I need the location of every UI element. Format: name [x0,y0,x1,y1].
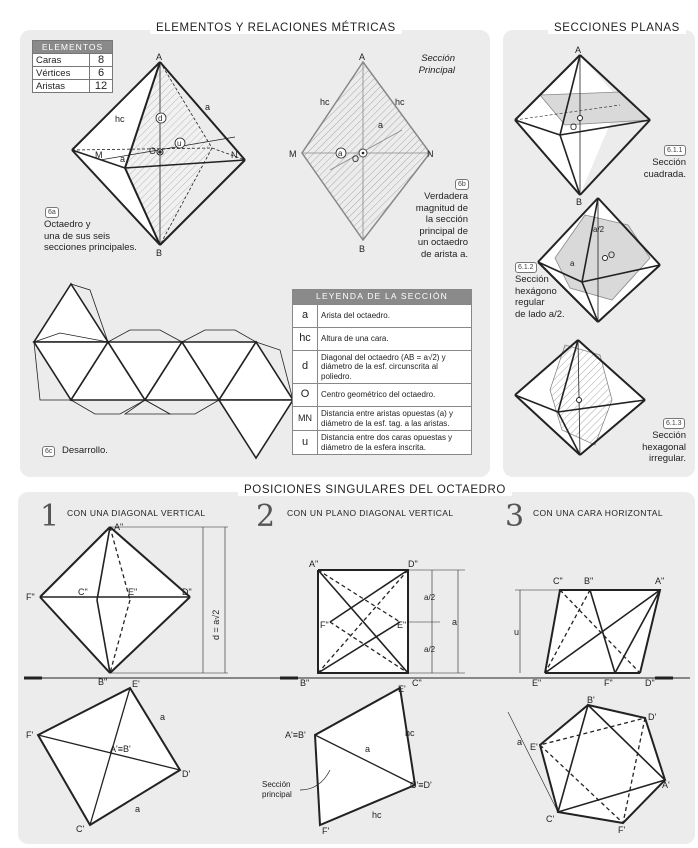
note-seccion: Sección [262,780,291,789]
row-value: 8 [90,54,113,67]
position-2-elevation [318,570,465,673]
table-row [293,431,472,455]
vertex-N: N [231,150,238,160]
vertex-M: M [95,150,103,160]
label-a: a [517,737,523,747]
position-3-elevation [515,590,660,673]
vertex-F1: F' [618,825,626,835]
vertex-B2: B" [300,678,310,688]
vertex-A2: A" [655,576,665,586]
vertex-N: N [427,149,434,159]
position-1-elevation [40,527,228,673]
legend-text: Distancia entre dos caras opuestas y diámetro de la esfera inscrita. [318,431,472,455]
vertex-B2: B" [584,576,594,586]
vertex-A1B1: A'≡B' [285,730,306,740]
vertex-A: A [575,45,582,55]
table-row [293,304,472,327]
vertex-A1B1: A'≡B' [110,744,131,754]
title-secciones: SECCIONES PLANAS [548,22,686,34]
tag-6c: 6c [42,446,55,457]
tag-6-1-1: 6.1.1 [664,145,686,156]
vertex-B: B [156,248,163,258]
row-value: 12 [90,80,113,93]
label-a-half: a/2 [424,593,436,602]
caption-6a: Octaedro y una de sus seis secciones principales. [44,219,137,253]
vertex-D1: D' [182,769,191,779]
vertex-E2: E" [128,587,138,597]
label-hc: hc [405,728,415,738]
label-a: a [120,154,126,164]
caption-6-1-2: Sección hexágono regular de lado a/2. [515,274,565,320]
note-principal: principal [262,790,292,799]
vertex-M: M [289,149,297,159]
label-a: a [570,259,575,268]
label-hc: hc [372,810,382,820]
legend-text: Centro geométrico del octaedro. [318,384,472,407]
position-2-plan [315,688,415,825]
vertex-E1: E' [132,679,140,689]
caption-6-1-3: Sección hexagonal irregular. [642,430,686,464]
tag-6-1-3: 6.1.3 [663,418,685,429]
vertex-B: B [359,244,366,254]
tag-6a: 6a [45,207,59,218]
vertex-O: O [352,154,360,164]
vertex-B: B [576,197,583,207]
position-2-label: CON UN PLANO DIAGONAL VERTICAL [287,508,454,518]
row-label: Vértices [33,67,90,80]
caption-6b: Verdadera magnitud de la sección principal de un octaedro de arista a. [415,191,468,260]
table-row [293,407,472,431]
vertex-D2: D" [645,678,655,688]
legend-text: Arista del octaedro. [318,304,472,327]
vertex-C1: C' [76,824,85,834]
label-hc: hc [395,97,405,107]
tag-6-1-2: 6.1.2 [515,262,537,273]
label-a: a [338,149,343,158]
vertex-A1: A' [662,780,670,790]
vertex-O: O [608,250,616,260]
vertex-O: O [149,146,157,156]
row-label: Aristas [33,80,90,93]
table-row [293,327,472,350]
label-a-half: a/2 [593,225,605,234]
position-number-1: 1 [40,499,60,534]
row-value: 6 [90,67,113,80]
table-row [293,350,472,384]
position-3-plan [508,705,665,823]
label-diagonal: d = a√2 [211,609,221,640]
position-1-plan [38,688,180,825]
legend-text: Distancia entre aristas opuestas (a) y diámetro de la esf. tag. a las aristas. [318,407,472,431]
title-elementos: ELEMENTOS Y RELACIONES MÉTRICAS [150,22,402,34]
legend-text: Diagonal del octaedro (AB = a√2) y diámetro de la esf. circunscrita al poliedro. [318,350,472,384]
heading-6b: Sección Principal [418,53,455,76]
vertex-A2: A" [309,559,319,569]
vertex-F1: F' [26,730,34,740]
position-1-label: CON UNA DIAGONAL VERTICAL [67,508,206,518]
vertex-C1: C' [546,814,555,824]
vertex-C2: C" [412,678,422,688]
tag-6b: 6b [455,179,469,190]
position-number-3: 3 [505,499,525,534]
vertex-A: A [156,52,163,62]
legend-symbol: d [293,350,318,384]
legend-text: Altura de una cara. [318,327,472,350]
vertex-C1D1: C'≡D' [410,780,432,790]
label-u: u [177,139,182,148]
label-u: u [514,627,520,637]
legend-symbol: hc [293,327,318,350]
vertex-O: O [570,122,578,132]
vertex-B2: B" [98,677,108,687]
vertex-B1: B' [587,695,595,705]
vertex-D2: D" [408,559,418,569]
legend-symbol: O [293,384,318,407]
caption-6-1-1: Sección cuadrada. [643,157,686,180]
label-a: a [378,120,384,130]
row-label: Caras [33,54,90,67]
label-hc: hc [320,97,330,107]
vertex-C2: C" [553,576,563,586]
label-a: a [452,617,458,627]
vertex-E1: E' [530,742,538,752]
vertex-F2: F" [26,592,35,602]
vertex-C2: C" [78,587,88,597]
label-a: a [135,804,141,814]
label-d: d [158,114,163,123]
vertex-F1: F' [322,826,330,836]
legend-header: LEYENDA DE LA SECCIÓN [293,290,472,305]
title-posiciones: POSICIONES SINGULARES DEL OCTAEDRO [238,484,512,496]
vertex-E2: E" [532,678,542,688]
legend-table [292,289,472,455]
vertex-F2: F" [604,678,613,688]
vertex-F2: F" [320,620,329,630]
position-number-2: 2 [256,499,276,534]
label-hc: hc [115,114,125,124]
position-3-label: CON UNA CARA HORIZONTAL [533,508,663,518]
table-row [293,384,472,407]
vertex-D1: D' [648,712,657,722]
label-a: a [205,102,211,112]
label-a: a [365,744,371,754]
caption-6c: Desarrollo. [62,445,108,456]
label-a: a [160,712,166,722]
octahedron-net-6c [34,284,293,458]
legend-symbol: u [293,431,318,455]
label-a-half: a/2 [424,645,436,654]
vertex-A: A [359,52,366,62]
legend-symbol: MN [293,407,318,431]
vertex-E1: E' [398,684,406,694]
elements-table-header: ELEMENTOS [33,41,113,54]
vertex-A2: A" [114,522,124,532]
vertex-E2: E" [397,620,407,630]
legend-symbol: a [293,304,318,327]
vertex-D2: D" [182,587,192,597]
